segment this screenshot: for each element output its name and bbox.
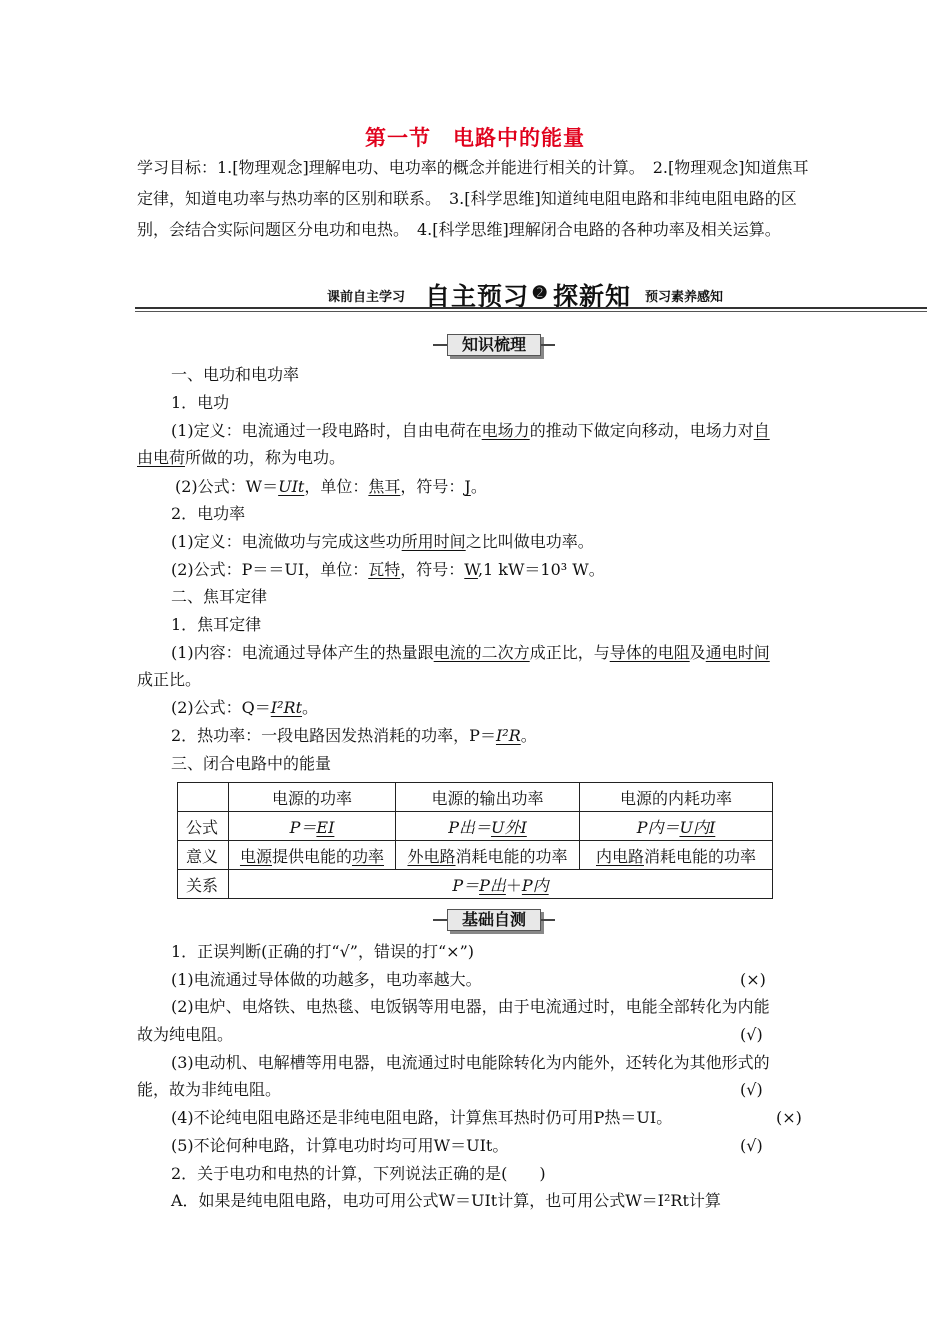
self-test-tag: 基础自测: [433, 909, 555, 931]
power-table: 电源的功率 电源的输出功率 电源的内耗功率 公式 P＝EI P出＝U外I P内＝U内I 意义 电源提供电能的功率 外电路消耗电能的功率 内电路消耗电能的功率 关系 P＝P出＋P内: [177, 782, 773, 899]
knowledge-tag: 知识梳理: [433, 334, 555, 356]
answer-mark-2: (√): [740, 1025, 763, 1044]
answer-mark-4: (×): [776, 1108, 802, 1127]
header-internal-power: 电源的内耗功率: [580, 783, 773, 812]
header-source-power: 电源的功率: [229, 783, 396, 812]
subheading-1-2: 2．电功率: [171, 504, 246, 523]
subheading-1-1: 1．电功: [171, 393, 230, 412]
banner-left-text: 课前自主学习: [327, 290, 406, 305]
definition-work-cont: 由电荷所做的功，称为电功。: [137, 448, 346, 467]
definition-power: (1)定义：电流做功与完成这些功所用时间之比叫做电功率。: [171, 532, 594, 551]
heading-1: 一、电功和电功率: [171, 365, 300, 384]
subheading-2-1: 1．焦耳定律: [171, 615, 262, 634]
question-2: 2．关于电功和电热的计算，下列说法正确的是( ): [171, 1164, 546, 1183]
statement-2: (2)电炉、电烙铁、电热毯、电饭锅等用电器，由于电流通过时，电能全部转化为内能: [171, 997, 770, 1016]
banner-right-text: 预习素养感知: [645, 290, 724, 305]
joule-law-formula: (2)公式：Q＝I²Rt。: [171, 698, 319, 717]
statement-2-cont: 故为纯电阻。: [137, 1025, 234, 1044]
header-output-power: 电源的输出功率: [396, 783, 580, 812]
option-a: A．如果是纯电阻电路，电功可用公式W＝UIt计算，也可用公式W＝I²Rt计算: [171, 1191, 721, 1210]
banner-rule-thin: [135, 311, 927, 312]
formula-work: (2)公式：W＝UIt，单位：焦耳，符号：J。: [175, 477, 487, 496]
answer-mark-5: (√): [740, 1136, 763, 1155]
question-1: 1．正误判断(正确的打“√”，错误的打“×”): [171, 942, 474, 961]
statement-4: (4)不论纯电阻电路还是非纯电阻电路，计算焦耳热时仍可用P热＝UI。: [171, 1108, 673, 1127]
heading-2: 二、焦耳定律: [171, 587, 268, 606]
answer-mark-3: (√): [740, 1080, 763, 1099]
section-title: 第一节 电路中的能量: [365, 125, 585, 150]
heat-power: 2．热功率：一段电路因发热消耗的功率，P＝I²R。: [171, 726, 537, 745]
banner-rule: [135, 307, 927, 309]
statement-3: (3)电动机、电解槽等用电器，电流通过时电能除转化为内能外，还转化为其他形式的: [171, 1053, 770, 1072]
answer-mark-1: (×): [740, 970, 766, 989]
banner-title-2: 探新知: [553, 282, 632, 311]
learning-objectives: 学习目标：1.[物理观念]理解电功、电功率的概念并能进行相关的计算。 2.[物理观念]知道焦耳定律，知道电功率与热功率的区别和联系。 3.[科学思维]知道纯电阻电路和非纯电阻电路的区别，会结合实际问题区分电功和电热。 4.[科学思维]理解闭合电路的各种功率及相关运算。: [137, 158, 809, 239]
arrow-icon: ➋: [533, 283, 548, 302]
definition-work: (1)定义：电流通过一段电路时，自由电荷在电场力的推动下做定向移动，电场力对自: [171, 421, 770, 440]
statement-3-cont: 能，故为非纯电阻。: [137, 1080, 282, 1099]
heading-3: 三、闭合电路中的能量: [171, 754, 332, 773]
formula-power: (2)公式：P＝＝UI，单位：瓦特，符号：W,1 kW＝10³ W。: [171, 560, 605, 579]
statement-5: (5)不论何种电路，计算电功时均可用W＝UIt。: [171, 1136, 509, 1155]
statement-1: (1)电流通过导体做的功越多，电功率越大。: [171, 970, 482, 989]
section-banner: [135, 274, 927, 314]
banner-title-1: 自主预习: [425, 282, 530, 311]
joule-law-content: (1)内容：电流通过导体产生的热量跟电流的二次方成正比，与导体的电阻及通电时间: [171, 643, 770, 662]
joule-law-content-cont: 成正比。: [137, 670, 202, 689]
